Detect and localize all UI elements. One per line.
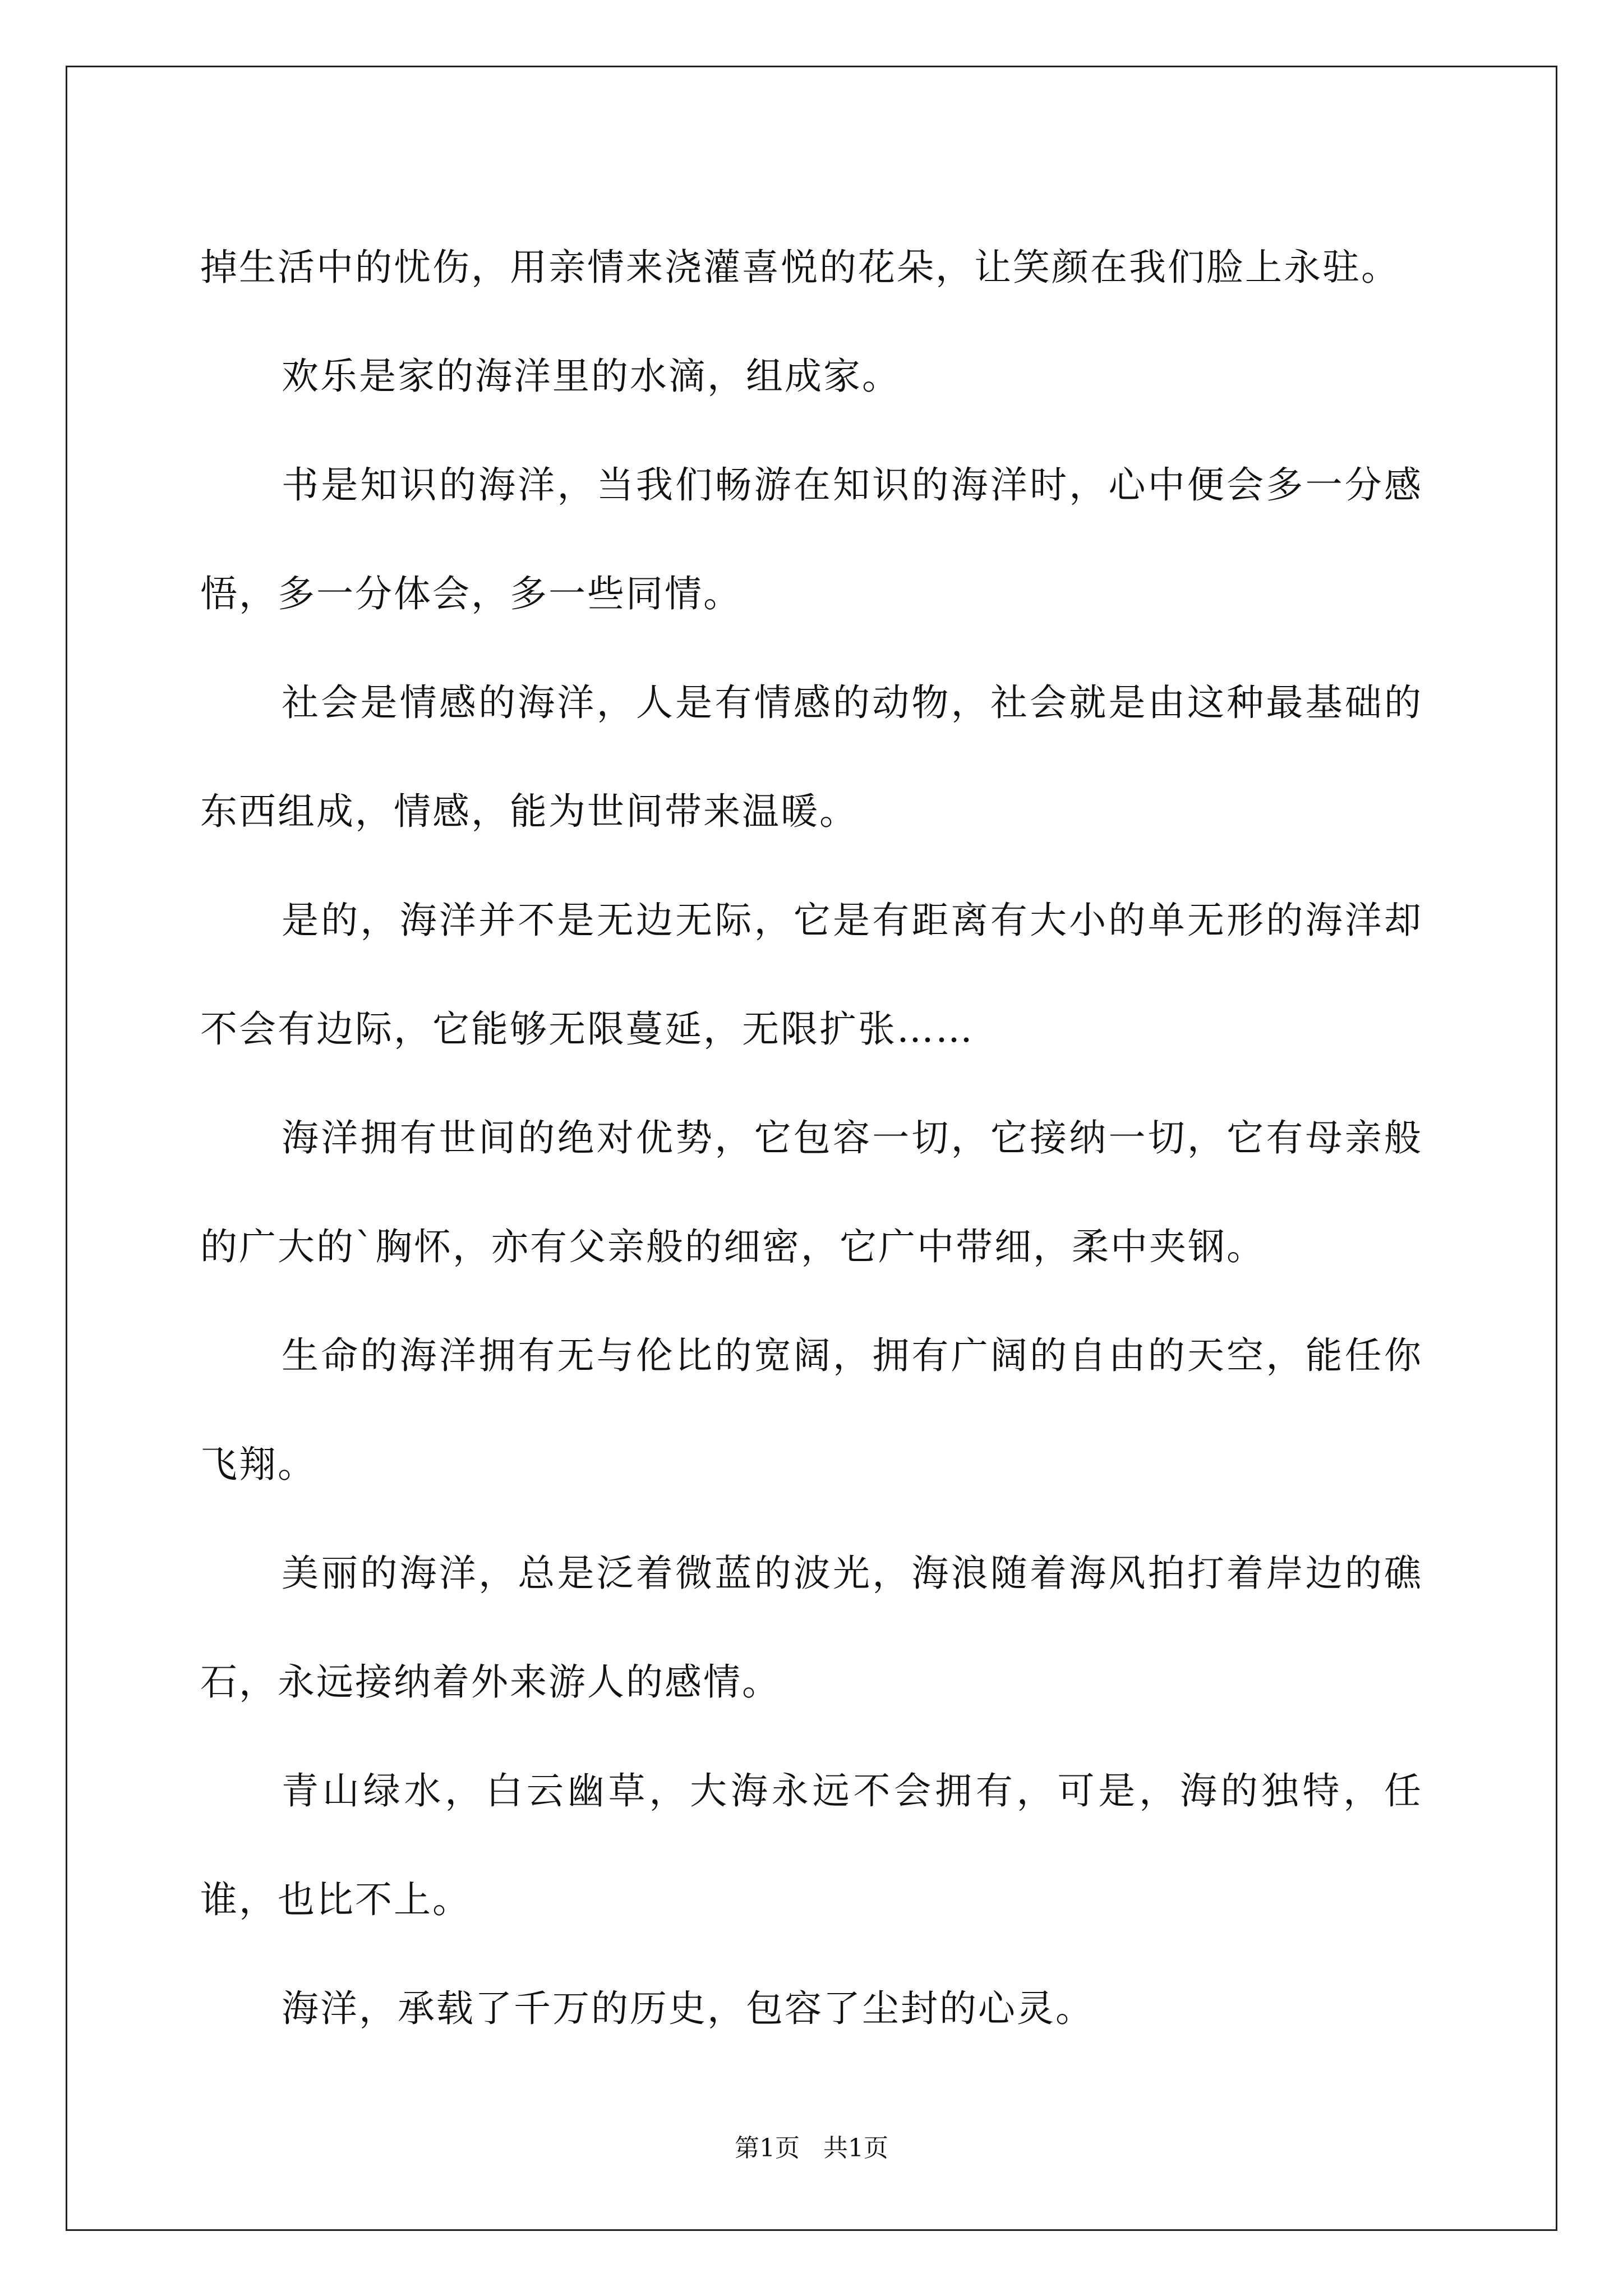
- paragraph-8: 美丽的海洋，总是泛着微蓝的波光，海浪随着海风拍打着岸边的礁石，永远接纳着外来游人的感情。: [200, 1552, 1423, 1704]
- paragraph-3: 书是知识的海洋，当我们畅游在知识的海洋时，心中便会多一分感悟，多一分体会，多一些同情。: [200, 463, 1423, 615]
- paragraph-6: 海洋拥有世间的绝对优势，它包容一切，它接纳一切，它有母亲般的广大的`胸怀，亦有父亲般的细密，它广中带细，柔中夹钢。: [200, 1116, 1423, 1268]
- page-footer: [0, 2132, 1623, 2165]
- paragraph-4: 社会是情感的海洋，人是有情感的动物，社会就是由这种最基础的东西组成，情感，能为世间带来温暖。: [200, 681, 1423, 833]
- document-body: [200, 213, 1423, 2063]
- paragraph-9: 青山绿水，白云幽草，大海永远不会拥有，可是，海的独特，任谁，也比不上。: [200, 1769, 1423, 1921]
- paragraph-2: 欢乐是家的海洋里的水滴，组成家。: [282, 355, 901, 398]
- paragraph-10: 海洋，承载了千万的历史，包容了尘封的心灵。: [282, 1987, 1094, 2030]
- paragraph-1: 掉生活中的忧伤，用亲情来浇灌喜悦的花朵，让笑颜在我们脸上永驻。: [200, 246, 1400, 289]
- paragraph-7: 生命的海洋拥有无与伦比的宽阔，拥有广阔的自由的天空，能任你飞翔。: [200, 1334, 1423, 1486]
- paragraph-5: 是的，海洋并不是无边无际，它是有距离有大小的单无形的海洋却不会有边际，它能够无限蔓延，无限扩张……: [200, 899, 1423, 1051]
- page-number: 第1页: [735, 2134, 800, 2162]
- total-pages: 共1页: [823, 2134, 888, 2162]
